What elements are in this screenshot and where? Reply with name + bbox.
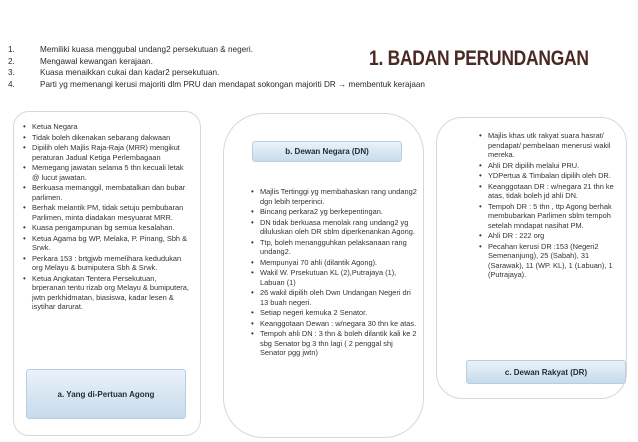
panel-c-list [478, 131, 622, 281]
list-item: • Berkuasa memanggil, membatalkan dan bubar parlimen. [22, 183, 192, 202]
list-item: • Majlis Tertinggi yg membahaskan rang undang2 dgn lebih terperinci. [250, 187, 420, 206]
list-item: • Ahli DR dipilih melalui PRU. [478, 161, 622, 171]
list-item: • Ketua Angkatan Tentera Persekutuan, brperanan tentu rizab org Melayu & bumiputera, jwtn perkhidmatan, biasiswa, kadar lesen & isytihar darurat. [22, 274, 192, 312]
list-item: • YDPertua & Timbalan dipilih oleh DR. [478, 171, 622, 181]
list-item: • Tempoh DR : 5 thn , ttp Agong berhak membubarkan Parlimen sblm tempoh setelah mndapat nasihat PM. [478, 202, 622, 231]
list-item: • Dipilih oleh Majlis Raja-Raja (MRR) mengikut peraturan Jadual Ketiga Perlembagaan [22, 143, 192, 162]
list-item: • Mempunyai 70 ahli (dilantik Agong). [250, 258, 420, 268]
panel-dewan-negara [223, 113, 424, 438]
page-title: 1. BADAN PERUNDANGAN [369, 47, 589, 70]
list-item: • Tidak boleh dikenakan sebarang dakwaan [22, 133, 192, 143]
list-item: • Perkara 153 : brtgjwb memelihara kedudukan org Melayu & bumiputera Sbh & Srwk. [22, 254, 192, 273]
intro-item-text: Kuasa menaikkan cukai dan kadar2 persekutuan. [40, 68, 220, 78]
list-item: • Pecahan kerusi DR :153 (Negeri2 Semenanjung), 25 (Sabah), 31 (Sarawak), 11 (WP. KL), 1 (Labuan), 1 (Putrajaya). [478, 242, 622, 280]
list-item: • Setiap negeri kemuka 2 Senator. [250, 308, 420, 318]
panel-yang-di-pertuan-agong [13, 111, 201, 436]
list-item: • Berhak melantik PM, tidak setuju pembubaran Parlimen, minta diadakan mesyuarat MRR. [22, 203, 192, 222]
panel-b-list [250, 187, 420, 359]
list-item: • Tempoh ahli DN : 3 thn & boleh dilantik kali ke 2 sbg Senator bg 3 thn lagi ( 2 penggal shj Senator pgg jwtn) [250, 329, 420, 358]
list-item: • Memegang jawatan selama 5 thn kecuali letak @ lucut jawatan. [22, 163, 192, 182]
list-item: • Majlis khas utk rakyat suara hasrat/ pendapat/ pembelaan menerusi wakil mereka. [478, 131, 622, 160]
list-item: • Wakil W. Prsekutuan KL (2),Putrajaya (1), Labuan (1) [250, 268, 420, 287]
intro-item [8, 79, 508, 91]
list-item: • Keanggotaan Dewan : w/negara 30 thn ke atas. [250, 319, 420, 329]
list-item: • Bincang perkara2 yg berkepentingan. [250, 207, 420, 217]
panel-a-label: a. Yang di-Pertuan Agong [26, 369, 186, 419]
list-item: • Ahli DR : 222 org [478, 231, 622, 241]
intro-item-text: Parti yg memenangi kerusi majoriti dlm PRU dan mendapat sokongan majoriti DR → membentuk kerajaan [40, 79, 425, 89]
list-item: • 26 wakil dipilih oleh Dwn Undangan Negeri dri 13 buah negeri. [250, 288, 420, 307]
intro-item-number: 1. [8, 45, 15, 54]
panel-a-list [22, 122, 192, 313]
list-item: • Ketua Agama bg WP, Melaka, P. Pinang, Sbh & Srwk. [22, 234, 192, 253]
intro-item-text: Memiliki kuasa menggubal undang2 persekutuan & negeri. [40, 45, 254, 54]
list-item: • Kuasa pengampunan bg semua kesalahan. [22, 223, 192, 233]
panel-dewan-rakyat [436, 117, 627, 399]
panel-c-label: c. Dewan Rakyat (DR) [466, 360, 626, 384]
list-item: • DN tidak berkuasa menolak rang undang2 yg diluluskan oleh DR sblm diperkenankan Agong. [250, 218, 420, 237]
list-item: • Ttp, boleh menangguhkan pelaksanaan rang undang2. [250, 238, 420, 257]
intro-item-text: Mengawal kewangan kerajaan. [40, 56, 153, 66]
list-item: • Ketua Negara [22, 122, 192, 132]
panel-b-label: b. Dewan Negara (DN) [252, 141, 402, 162]
intro-item-number: 2. [8, 56, 15, 66]
intro-item-number: 3. [8, 68, 15, 78]
intro-item-number: 4. [8, 79, 15, 89]
list-item: • Keanggotaan DR : w/negara 21 thn ke atas, tidak boleh jd ahli DN. [478, 182, 622, 201]
